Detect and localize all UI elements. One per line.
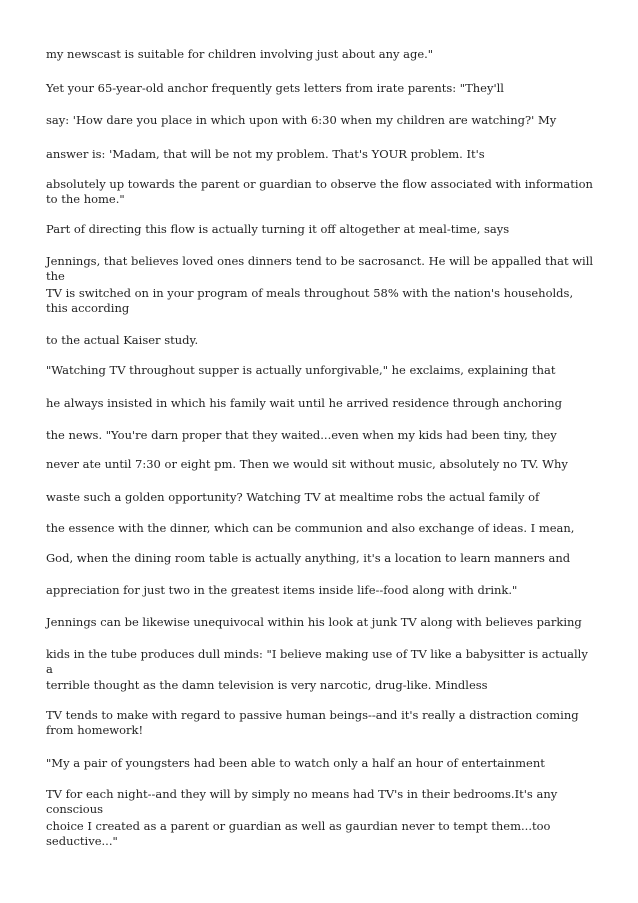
text-line: absolutely up towards the parent or guardian to observe the flow associated with information to the home." <box>46 177 593 206</box>
text-line: Jennings can be likewise unequivocal within his look at junk TV along with believes parking <box>46 615 582 629</box>
text-line: TV is switched on in your program of meals throughout 58% with the nation's households, this according <box>46 286 574 315</box>
text-line: kids in the tube produces dull minds: "I believe making use of TV like a babysitter is actually a <box>46 647 588 676</box>
text-line: Jennings, that believes loved ones dinners tend to be sacrosanct. He will be appalled that will the <box>46 254 594 283</box>
text-line: TV tends to make with regard to passive human beings--and it's really a distraction coming from homework! <box>46 708 579 737</box>
text-line: answer is: 'Madam, that will be not my problem. That's YOUR problem. It's <box>46 147 485 161</box>
text-line: waste such a golden opportunity? Watching TV at mealtime robs the actual family of <box>46 490 540 504</box>
text-line: terrible thought as the damn television is very narcotic, drug-like. Mindless <box>46 678 488 692</box>
text-line: he always insisted in which his family wait until he arrived residence through anchoring <box>46 396 562 410</box>
text-line: Yet your 65-year-old anchor frequently gets letters from irate parents: "They'll <box>46 81 504 95</box>
text-line: God, when the dining room table is actually anything, it's a location to learn manners and <box>46 551 571 565</box>
text-line: appreciation for just two in the greatest items inside life--food along with drink." <box>46 583 518 597</box>
text-line: choice I created as a parent or guardian as well as gaurdian never to tempt them...too seductive..." <box>46 819 551 848</box>
text-line: say: 'How dare you place in which upon with 6:30 when my children are watching?' My <box>46 113 557 127</box>
text-line: the essence with the dinner, which can be communion and also exchange of ideas. I mean, <box>46 521 575 535</box>
text-line: to the actual Kaiser study. <box>46 333 199 347</box>
text-line: "My a pair of youngsters had been able to watch only a half an hour of entertainment <box>46 756 545 770</box>
text-line: never ate until 7:30 or eight pm. Then we would sit without music, absolutely no TV. Why <box>46 457 568 471</box>
text-line: the news. "You're darn proper that they waited...even when my kids had been tiny, they <box>46 428 557 442</box>
text-line: Part of directing this flow is actually turning it off altogether at meal-time, says <box>46 222 510 236</box>
text-line: TV for each night--and they will by simply no means had TV's in their bedrooms.It's any conscious <box>46 787 558 816</box>
text-line: "Watching TV throughout supper is actually unforgivable," he exclaims, explaining that <box>46 363 556 377</box>
text-line: my newscast is suitable for children involving just about any age." <box>46 47 434 61</box>
